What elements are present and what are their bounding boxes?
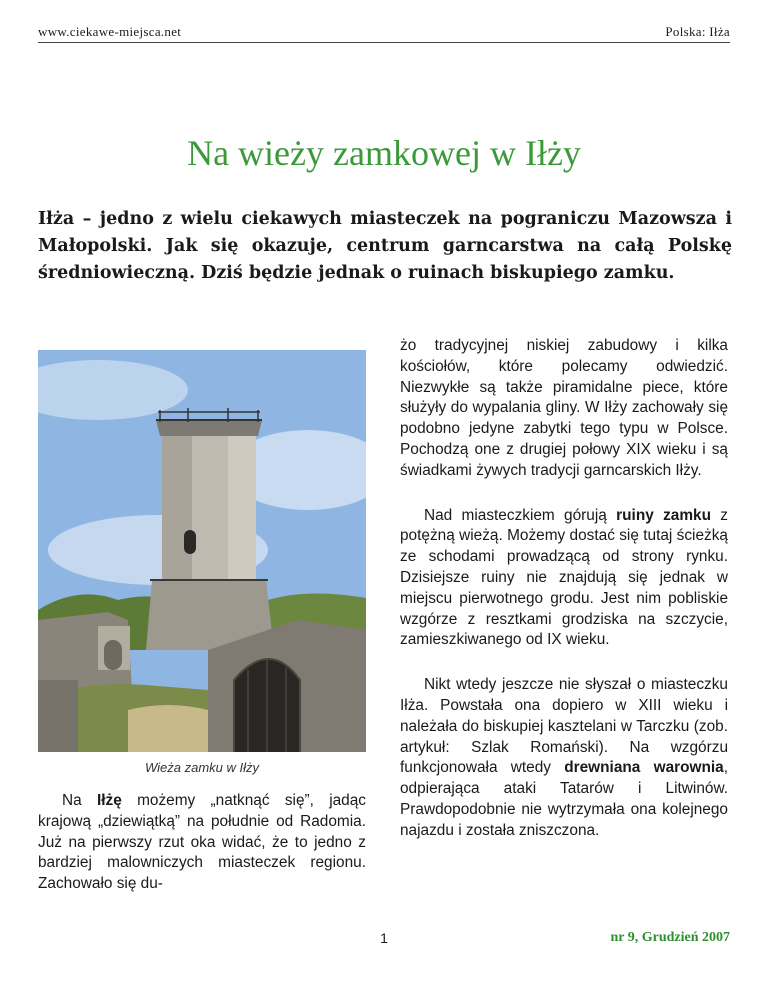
paragraph: Nad miasteczkiem górują ruiny zamku z potężną wieżą. Możemy dostać się tutaj ścieżką ze schodami prowadzącą od strony rynku. Dzisiejsze ruiny nie znajdują się jednak w miejscu pierwotnego grodu. Jest nim pobliskie wzgórze z resztkami grodziska na szczycie, zamieszkiwanego od IX wieku. xyxy=(400,506,728,649)
bold-term: drewniana warownia xyxy=(564,759,724,777)
photo-caption: Wieża zamku w Iłży xyxy=(144,760,260,775)
page-number: 1 xyxy=(380,930,388,946)
site-url[interactable]: www.ciekawe-miejsca.net xyxy=(38,24,182,39)
bold-term: ruiny zamku xyxy=(616,506,711,524)
article-title: Na wieży zamkowej w Iłży xyxy=(187,133,581,173)
paragraph: Na Iłżę możemy „natknąć się”, jadąc krajową „dziewiątką” na południe od Radomia. Już na pierwszy rzut oka widać, że to jedno z bardziej malowniczych miasteczek regionu. Zachowało się du- xyxy=(38,792,366,893)
right-column xyxy=(400,336,728,842)
section-label: Polska: Iłża xyxy=(665,24,730,39)
paragraph: żo tradycyjnej niskiej zabudowy i kilka kościołów, które polecamy odwiedzić. Niezwykłe są także piramidalne piece, które służyły do wypalania gliny. W Iłży zachowały się podobno jedyne zabytki tego typu w Polsce. Pochodzą one z drugiej połowy XIX wieku i są świadkami żywych tradycji garncarskich Iłży. xyxy=(400,337,728,479)
castle-tower-photo xyxy=(38,350,366,752)
bold-term: Iłżę xyxy=(96,792,122,809)
article-lead: Iłża – jedno z wielu ciekawych miasteczek na pograniczu Mazowsza i Małopolski. Jak się okazuje, centrum garncarstwa na całą Polskę średniowieczną. Dziś będzie jednak o ruinach biskupiego zamku. xyxy=(38,209,732,283)
issue-label: nr 9, Grudzień 2007 xyxy=(610,930,730,945)
page-header xyxy=(38,22,730,43)
paragraph: Nikt wtedy jeszcze nie słyszał o miasteczku Iłża. Powstała ona dopiero w XIII wieku i należała do biskupiej kasztelani w Tarczku (zob. artykuł: Szlak Romański). Na wzgórzu funkcjonowała wtedy drewniana warownia, odpierająca ataki Tatarów i Litwinów. Prawdopodobnie nie wytrzymała ona kolejnego najazdu i została zniszczona. xyxy=(400,676,729,839)
left-column xyxy=(38,350,366,895)
